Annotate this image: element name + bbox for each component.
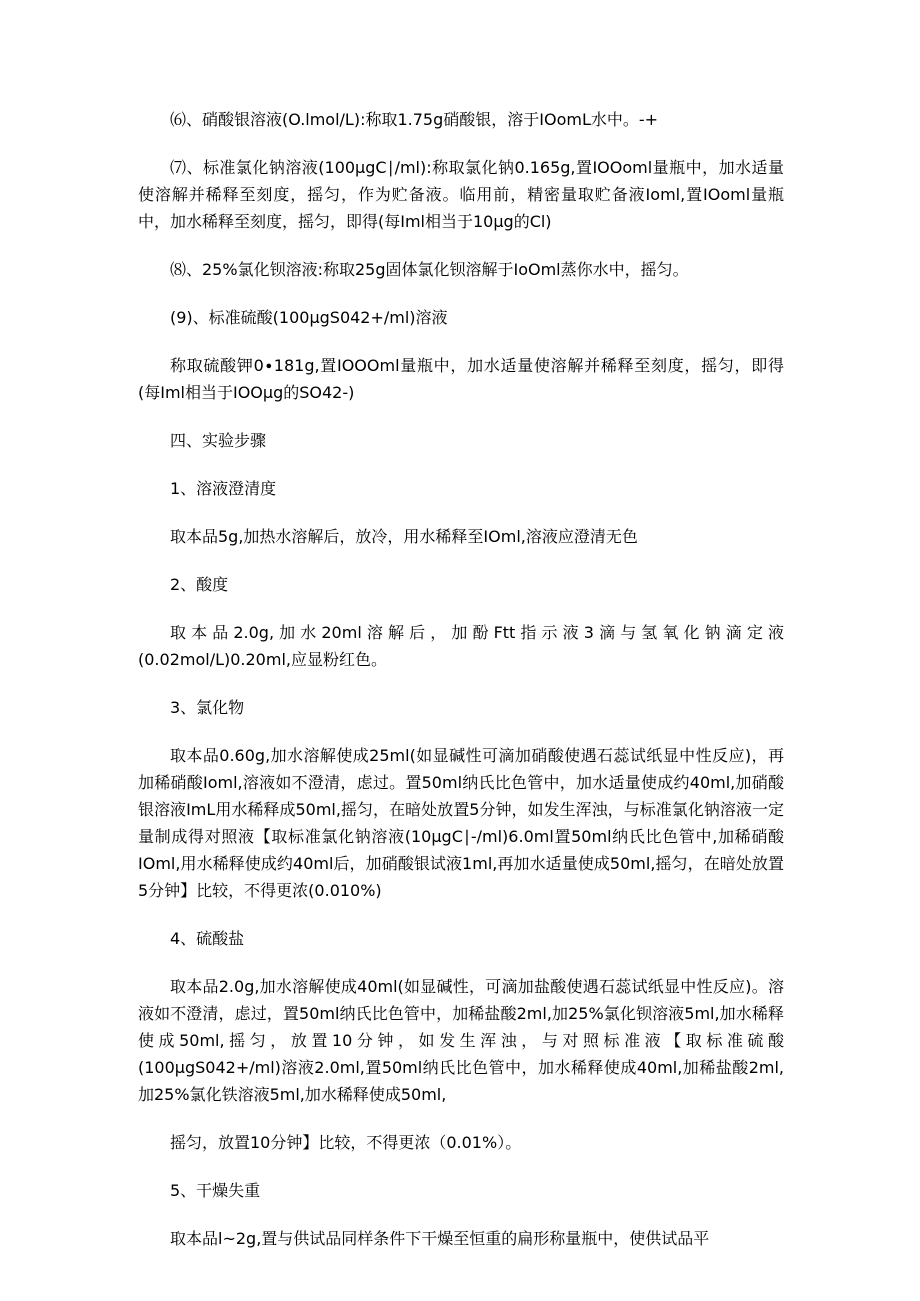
document-body bbox=[138, 106, 784, 1273]
paragraph-chloride: 取本品0.60g,加水溶解使成25ml(如显碱性可滴加硝酸使遇石蕊试纸显中性反应)，再加稀硝酸Ioml,溶液如不澄清，虑过。置50ml纳氏比色管中，加水适量使成约40ml,加硝酸银溶液ImL用水稀释成50ml,摇匀，在暗处放置5分钟，如发生浑浊，与标准氯化钠溶液一定量制成得对照液【取标准氯化钠溶液(10μgC∣-∕ml)6.0ml置50ml纳氏比色管中,加稀硝酸IOml,用水稀释使成约40ml后，加硝酸银试液1ml,再加水适量使成50ml,摇匀，在暗处放置5分钟】比较，不得更浓(0.010%) bbox=[138, 746, 784, 900]
paragraph-sulfate-continued: 摇匀，放置10分钟】比较，不得更浓（0.01%）。 bbox=[170, 1133, 522, 1152]
paragraph-clarity: 取本品5g,加热水溶解后，放冷，用水稀释至IOml,溶液应澄清无色 bbox=[170, 527, 638, 546]
paragraph-standard-sodium-chloride: ⑺、标准氯化钠溶液(100μgC∣∕ml):称取氯化钠0.165g,置IOOoml量瓶中，加水适量使溶解并稀释至刻度，摇匀，作为贮备液。临用前，精密量取贮备液Ioml,置IOoml量瓶中，加水稀释至刻度，摇匀，即得(每Iml相当于10μg的Cl) bbox=[138, 158, 784, 231]
subheading-sulfate: 4、硫酸盐 bbox=[170, 929, 245, 948]
paragraph-sulfate: 取本品2.0g,加水溶解使成40ml(如显碱性，可滴加盐酸使遇石蕊试纸显中性反应)。溶液如不澄清，虑过，置50ml纳氏比色管中，加稀盐酸2ml,加25%氯化钡溶液5ml,加水稀释使成50ml,摇匀，放置10分钟，如发生浑浊，与对照标准液【取标准硫酸(100μgS042+∕ml)溶液2.0ml,置50ml纳氏比色管中，加水稀释使成40ml,加稀盐酸2ml,加25%氯化铁溶液5ml,加水稀释使成50ml, bbox=[138, 977, 784, 1104]
section-heading-experiment-steps: 四、实验步骤 bbox=[170, 431, 267, 450]
paragraph-potassium-sulfate: 称取硫酸钾0∙181g,置IOOOml量瓶中，加水适量使溶解并稀释至刻度，摇匀，即得(每Iml相当于IOOμg的SO42-) bbox=[138, 356, 784, 402]
paragraph-barium-chloride: ⑻、25%氯化钡溶液:称取25g固体氯化钡溶解于IoOml蒸你水中，摇匀。 bbox=[170, 260, 689, 279]
subheading-chloride: 3、氯化物 bbox=[170, 698, 245, 717]
subheading-loss-on-drying: 5、干燥失重 bbox=[170, 1181, 261, 1200]
paragraph-silver-nitrate: ⑹、硝酸银溶液(O.lmol/L):称取1.75g硝酸银，溶于IOomL水中。-+ bbox=[170, 110, 659, 129]
paragraph-standard-sulfuric-acid-title: (9)、标准硫酸(100μgS042+∕ml)溶液 bbox=[170, 308, 448, 327]
subheading-acidity: 2、酸度 bbox=[170, 575, 229, 594]
paragraph-acidity: 取本品2.0g,加水20ml溶解后，加酚Ftt指示液3滴与氢氧化钠滴定液(0.02mol∕L)0.20ml,应显粉红色。 bbox=[138, 623, 784, 669]
subheading-clarity: 1、溶液澄清度 bbox=[170, 479, 277, 498]
paragraph-loss-on-drying: 取本品l~2g,置与供试品同样条件下干燥至恒重的扁形称量瓶中，使供试品平 bbox=[170, 1229, 710, 1248]
